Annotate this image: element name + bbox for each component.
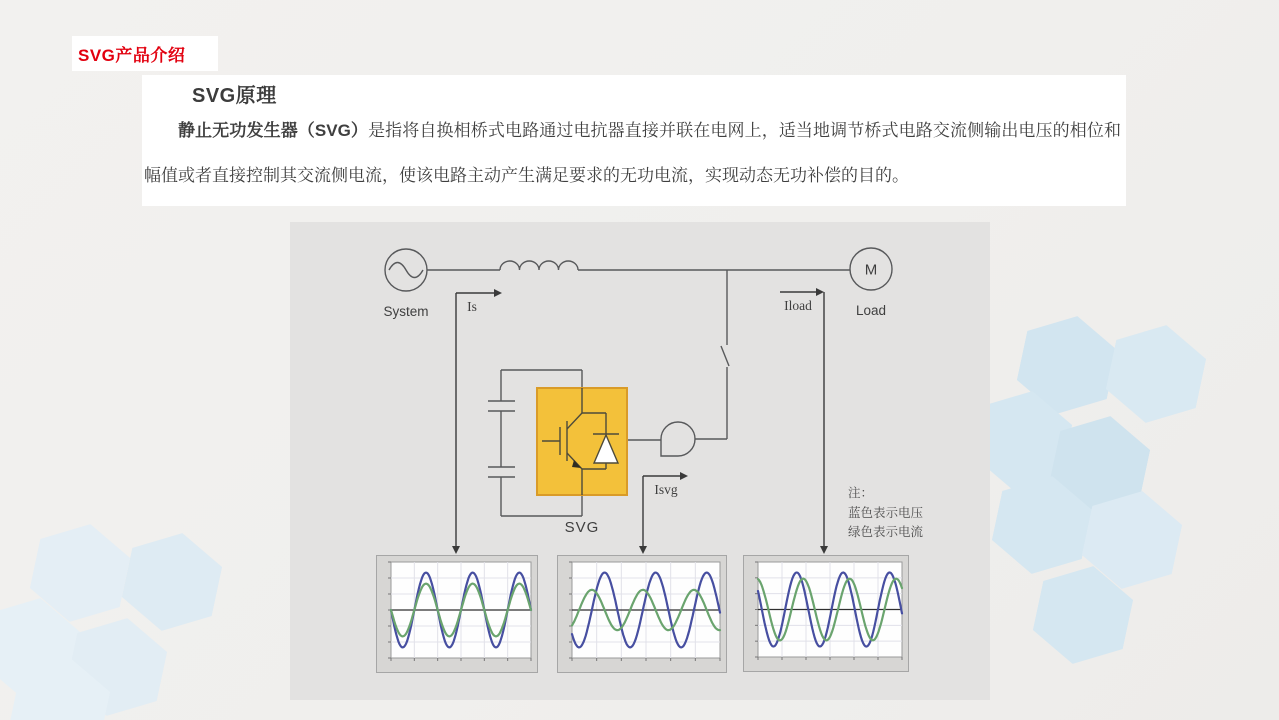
- note-title: 注：: [848, 486, 874, 500]
- inductor-symbol: [500, 261, 578, 270]
- ct-sensor-symbol: [661, 422, 695, 456]
- load-label: Load: [855, 303, 887, 318]
- isvg-label: Isvg: [654, 482, 678, 497]
- slide-section-tag: [72, 36, 218, 71]
- note-current-line: 绿色表示电流: [848, 525, 924, 539]
- section-tag-label: SVG产品介绍: [78, 46, 186, 65]
- isvg-waveform-plot: [557, 555, 727, 673]
- paragraph-lead-bold: 静止无功发生器（SVG）: [178, 121, 369, 140]
- note-voltage-line: 蓝色表示电压: [848, 505, 924, 520]
- iload-label: Iload: [784, 298, 812, 313]
- body-paragraph: [144, 108, 1121, 198]
- hexagon-decoration: [1101, 316, 1212, 433]
- content-band: [142, 75, 1126, 206]
- is-label: Is: [467, 299, 477, 314]
- hexagon-decoration: [117, 524, 228, 641]
- breaker-switch-symbol: [721, 270, 729, 439]
- is-waveform-plot: [376, 555, 538, 673]
- is-arrow: [452, 289, 502, 554]
- svg-box-label: SVG: [564, 519, 600, 536]
- color-legend-note: [848, 484, 923, 543]
- motor-letter: M: [864, 261, 878, 279]
- system-label: System: [383, 304, 429, 319]
- diagram-panel: [290, 222, 990, 700]
- ac-source-symbol: [385, 249, 427, 291]
- page-title: SVG原理: [192, 85, 277, 107]
- iload-arrow: [780, 288, 828, 554]
- iload-waveform-plot: [743, 555, 909, 672]
- paragraph-rest: 是指将自换相桥式电路通过电抗器直接并联在电网上，适当地调节桥式电路交流侧输出电压的相位和幅值或者直接控制其交流侧电流，使该电路主动产生满足要求的无功电流，实现动态无功补偿的目的。: [144, 121, 1122, 185]
